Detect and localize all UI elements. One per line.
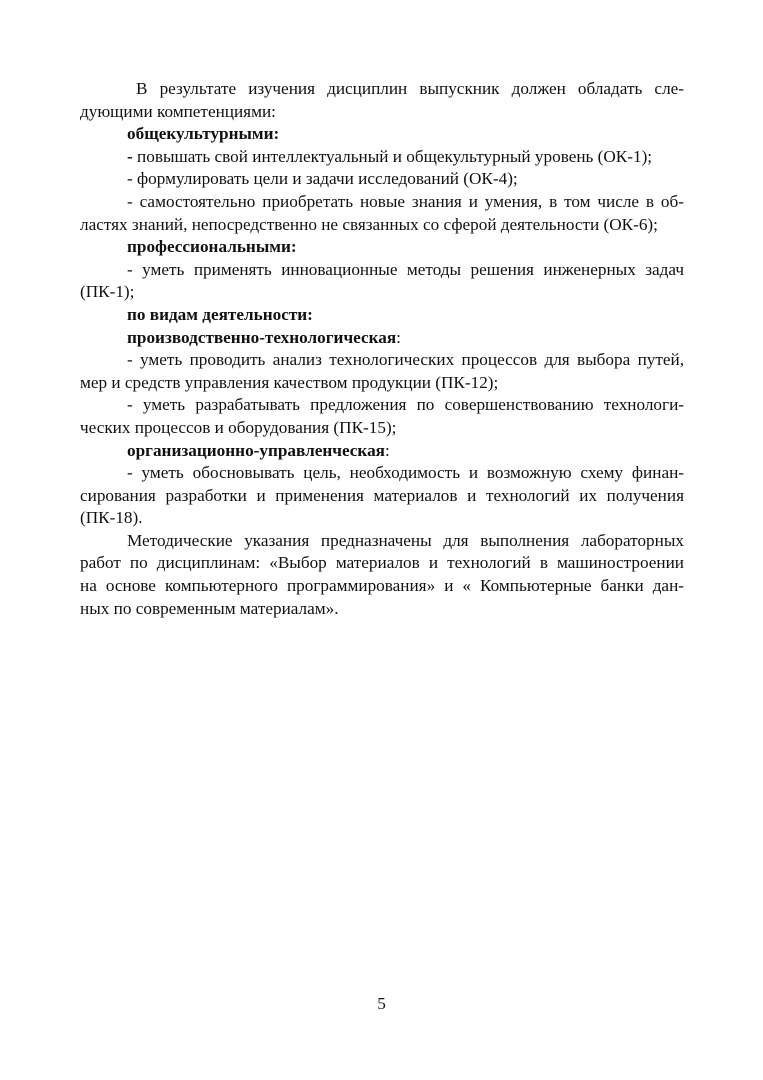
list-item-pk-1-line-1: - уметь применять инновационные методы решения инженерных задач <box>127 259 684 279</box>
list-item-pk-15-line-2: ческих процессов и оборудования (ПК-15); <box>80 417 397 437</box>
paragraph-guidelines-line-4: ных по современным материалам». <box>80 598 339 618</box>
heading-organizational-managerial-label: организационно-управленческая <box>127 440 385 460</box>
heading-production-technological-colon: : <box>396 327 401 347</box>
heading-general-cultural: общекультурными: <box>127 124 280 144</box>
heading-production-technological <box>80 327 684 350</box>
heading-professional: профессиональными: <box>127 237 297 257</box>
paragraph-intro-line-1: В результате изучения дисциплин выпускник должен обладать сле- <box>136 79 684 98</box>
list-item-ok-1-dash: - <box>127 146 133 166</box>
list-item-pk-18-line-1: - уметь обосновывать цель, необходимость и возможную схему финан- <box>127 463 684 483</box>
paragraph-guidelines-line-3: на основе компьютерного программирования» и « Компьютерные банки дан- <box>80 576 684 596</box>
page-number: 5 <box>377 994 386 1013</box>
heading-organizational-managerial <box>80 440 684 463</box>
paragraph-guidelines-line-2: работ по дисциплинам: «Выбор материалов и технологий в машиностроении <box>80 553 684 573</box>
list-item-pk-15-line-1: - уметь разрабатывать предложения по совершенствованию технологи- <box>127 395 684 415</box>
list-item-pk-12-line-2: мер и средств управления качеством продукции (ПК-12); <box>80 372 499 392</box>
list-item-pk-18-line-2: сирования разработки и применения материалов и технологий их получения <box>80 485 684 505</box>
heading-production-technological-label: производственно-технологическая <box>127 327 397 347</box>
list-item-pk-1-line-2: (ПК-1); <box>80 282 135 302</box>
list-item-ok-6-line-2: ластях знаний, непосредственно не связанных со сферой деятельности (ОК-6); <box>80 214 658 234</box>
list-item-ok-4: - формулировать цели и задачи исследований (ОК-4); <box>127 169 518 189</box>
paragraph-guidelines-line-1: Методические указания предназначены для выполнения лабораторных <box>127 530 684 550</box>
list-item-ok-6-line-1: - самостоятельно приобретать новые знания и умения, в том числе в об- <box>127 191 684 211</box>
list-item-ok-1-text: повышать свой интеллектуальный и общекультурный уровень (ОК-1); <box>132 146 653 166</box>
list-item-pk-12-line-1: - уметь проводить анализ технологических процессов для выбора путей, <box>127 350 684 370</box>
heading-organizational-managerial-colon: : <box>384 440 390 460</box>
document-body <box>80 78 684 620</box>
paragraph-intro-line-2: дующими компетенциями: <box>80 101 276 121</box>
heading-activity-types: по видам деятельности: <box>127 304 313 324</box>
list-item-ok-1 <box>80 146 684 169</box>
list-item-pk-18-line-3: (ПК-18). <box>80 508 143 528</box>
